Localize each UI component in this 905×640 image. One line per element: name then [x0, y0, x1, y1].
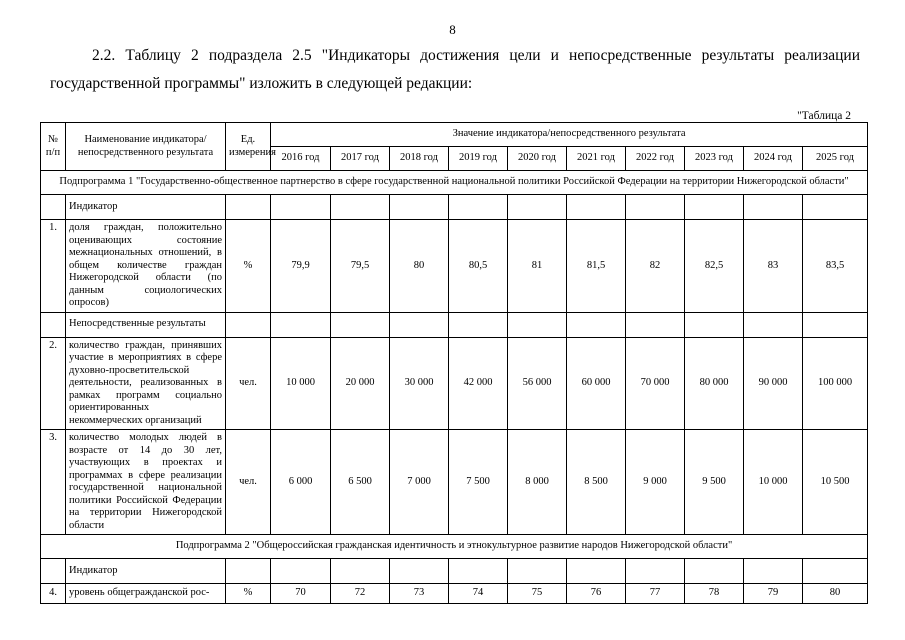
row-value: 79,5 — [331, 220, 390, 313]
row-unit: % — [226, 584, 271, 604]
row-value: 82 — [626, 220, 685, 313]
row-value: 78 — [685, 584, 744, 604]
row-value: 9 000 — [626, 430, 685, 535]
row-value: 79,9 — [271, 220, 331, 313]
row-number: 4. — [41, 584, 66, 604]
intro-paragraph: 2.2. Таблицу 2 подраздела 2.5 "Индикаторы достижения цели и непосредственные результаты реализации государственной программы" изложить в следующей редакции: — [50, 47, 860, 92]
row-value: 30 000 — [390, 337, 449, 430]
row-value: 80 — [803, 584, 868, 604]
row-number: 1. — [41, 220, 66, 313]
header-year: 2018 год — [390, 147, 449, 171]
row-value: 77 — [626, 584, 685, 604]
row-unit: % — [226, 220, 271, 313]
row-value: 100 000 — [803, 337, 868, 430]
row-value: 60 000 — [567, 337, 626, 430]
row-value: 42 000 — [449, 337, 508, 430]
row-value: 10 000 — [744, 430, 803, 535]
row-number: 3. — [41, 430, 66, 535]
row-value: 9 500 — [685, 430, 744, 535]
header-value-group: Значение индикатора/непосредственного результата — [271, 123, 868, 147]
row-value: 81,5 — [567, 220, 626, 313]
row-value: 70 000 — [626, 337, 685, 430]
table-row — [41, 195, 868, 220]
header-year: 2020 год — [508, 147, 567, 171]
row-value: 56 000 — [508, 337, 567, 430]
row-value: 8 000 — [508, 430, 567, 535]
row-value: 82,5 — [685, 220, 744, 313]
header-year: 2017 год — [331, 147, 390, 171]
header-name: Наименование индикатора/непосредственного результата — [66, 123, 226, 171]
row-value: 80,5 — [449, 220, 508, 313]
page-number: 8 — [449, 22, 456, 37]
row-value: 8 500 — [567, 430, 626, 535]
table-row — [41, 430, 868, 535]
header-year: 2021 год — [567, 147, 626, 171]
row-value: 90 000 — [744, 337, 803, 430]
table-row — [41, 220, 868, 313]
indicators-table — [40, 122, 868, 604]
row-value: 7 500 — [449, 430, 508, 535]
row-value: 75 — [508, 584, 567, 604]
row-value: 74 — [449, 584, 508, 604]
row-value: 80 — [390, 220, 449, 313]
table-row — [41, 312, 868, 337]
header-num: № п/п — [41, 123, 66, 171]
table-row — [41, 559, 868, 584]
table-row — [41, 337, 868, 430]
row-value: 73 — [390, 584, 449, 604]
table-row — [41, 584, 868, 604]
row-name: количество граждан, принявших участие в мероприятиях в сфере духовно-просветительской деятельности, реализованных в рамках программ социально ориентированных некоммерческих организаций — [66, 337, 226, 430]
row-value: 7 000 — [390, 430, 449, 535]
header-year: 2023 год — [685, 147, 744, 171]
header-unit: Ед. измерения — [226, 123, 271, 171]
subprogram-1-heading: Подпрограмма 1 "Государственно-общественное партнерство в сфере государственной национальной политики Российской Федерации на территории Нижегородской области" — [41, 171, 868, 195]
row-value: 72 — [331, 584, 390, 604]
row-name: количество молодых людей в возрасте от 14 до 30 лет, участвующих в проектах и программах в сфере реализации государственной национальной политики Российской Федерации на территории Нижегородской области — [66, 430, 226, 535]
subprogram-2-heading: Подпрограмма 2 "Общероссийская гражданская идентичность и этнокультурное развитие народов Нижегородской области" — [41, 535, 868, 559]
row-value: 76 — [567, 584, 626, 604]
row-value: 79 — [744, 584, 803, 604]
indicator-label: Индикатор — [66, 195, 226, 220]
row-value: 10 500 — [803, 430, 868, 535]
row-name: доля граждан, положительно оценивающих состояние межнациональных отношений, в общем количестве граждан Нижегородской области (по данным социологических опросов) — [66, 220, 226, 313]
row-unit: чел. — [226, 337, 271, 430]
row-value: 83,5 — [803, 220, 868, 313]
header-year: 2019 год — [449, 147, 508, 171]
row-value: 83 — [744, 220, 803, 313]
indicator-label: Индикатор — [66, 559, 226, 584]
row-value: 6 500 — [331, 430, 390, 535]
row-value: 20 000 — [331, 337, 390, 430]
row-value: 6 000 — [271, 430, 331, 535]
row-value: 81 — [508, 220, 567, 313]
row-value: 10 000 — [271, 337, 331, 430]
row-unit: чел. — [226, 430, 271, 535]
table-caption: "Таблица 2 — [797, 110, 851, 122]
header-year: 2022 год — [626, 147, 685, 171]
header-year: 2024 год — [744, 147, 803, 171]
row-name: уровень общегражданской рос- — [66, 584, 226, 604]
row-value: 80 000 — [685, 337, 744, 430]
results-label: Непосредственные результаты — [66, 312, 226, 337]
header-year: 2025 год — [803, 147, 868, 171]
row-value: 70 — [271, 584, 331, 604]
header-year: 2016 год — [271, 147, 331, 171]
row-number: 2. — [41, 337, 66, 430]
